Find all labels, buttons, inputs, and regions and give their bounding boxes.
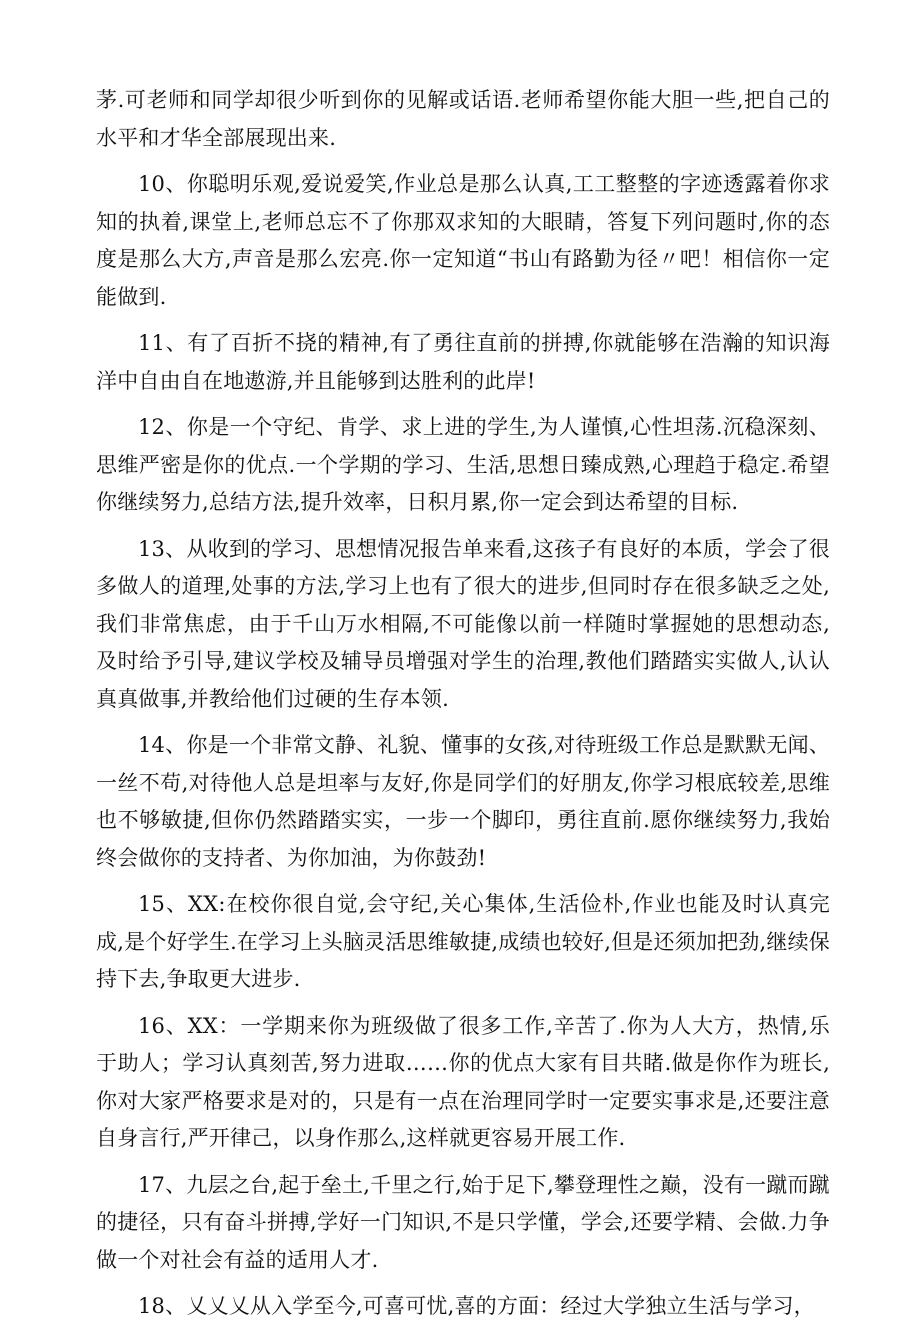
document-body [96,82,830,1335]
paragraph-comment-12: 12、你是一个守纪、肯学、求上进的学生,为人谨慎,心性坦荡.沉稳深刻、思维严密是你的优点.一个学期的学习、生活,思想日臻成熟,心理趋于稳定.希望你继续努力,总结方法,提升效率，日积月累,你一定会到达希望的目标. [96,415,830,514]
paragraph-comment-11: 11、有了百折不挠的精神,有了勇往直前的拼搏,你就能够在浩瀚的知识海洋中自由自在地遨游,并且能够到达胜利的此岸! [96,331,830,393]
paragraph-comment-14: 14、你是一个非常文静、礼貌、懂事的女孩,对待班级工作总是默默无闻、一丝不苟,对待他人总是坦率与友好,你是同学们的好朋友,你学习根底较差,思维也不够敏捷,但你仍然踏踏实实，一步一个脚印，勇往直前.愿你继续努力,我始终会做你的支持者、为你加油，为你鼓劲! [96,733,830,870]
paragraph-comment-18: 18、乂乂乂从入学至今,可喜可忧,喜的方面：经过大学独立生活与学习， [138,1294,815,1318]
paragraph-continuation: 茅.可老师和同学却很少听到你的见解或话语.老师希望你能大胆一些,把自己的水平和才华全部展现出来. [96,88,830,150]
paragraph-comment-17: 17、九层之台,起于垒土,千里之行,始于足下,攀登理性之巅，没有一蹴而蹴的捷径，只有奋斗拼搏,学好一门知识,不是只学懂，学会,还要学精、会做.力争做一个对社会有益的适用人才. [96,1172,830,1272]
paragraph-comment-15: 15、XX:在校你很自觉,会守纪,关心集体,生活俭朴,作业也能及时认真完成,是个好学生.在学习上头脑灵活思维敏捷,成绩也较好,但是还须加把劲,继续保持下去,争取更大进步. [96,892,830,991]
paragraph-comment-16: 16、XX：一学期来你为班级做了很多工作,辛苦了.你为人大方，热情,乐于助人；学习认真刻苦,努力进取……你的优点大家有目共睹.做是你作为班长,你对大家严格要求是对的，只是有一点在治理同学时一定要实事求是,还要注意自身言行,严开律己，以身作那么,这样就更容易开展工作. [96,1013,830,1150]
paragraph-comment-10: 10、你聪明乐观,爱说爱笑,作业总是那么认真,工工整整的字迹透露着你求知的执着,课堂上,老师总忘不了你那双求知的大眼睛，答复下列问题时,你的态度是那么大方,声音是那么宏亮.你一定知道“书山有路勤为径〃吧！相信你一定能做到. [96,172,830,309]
paragraph-comment-13: 13、从收到的学习、思想情况报告单来看,这孩子有良好的本质，学会了很多做人的道理,处事的方法,学习上也有了很大的进步,但同时存在很多缺乏之处,我们非常焦虑，由于千山万水相隔,不可能像以前一样随时掌握她的思想动态,及时给予引导,建议学校及辅导员增强对学生的治理,教他们踏踏实实做人,认认真真做事,并教给他们过硬的生存本领. [96,536,830,711]
